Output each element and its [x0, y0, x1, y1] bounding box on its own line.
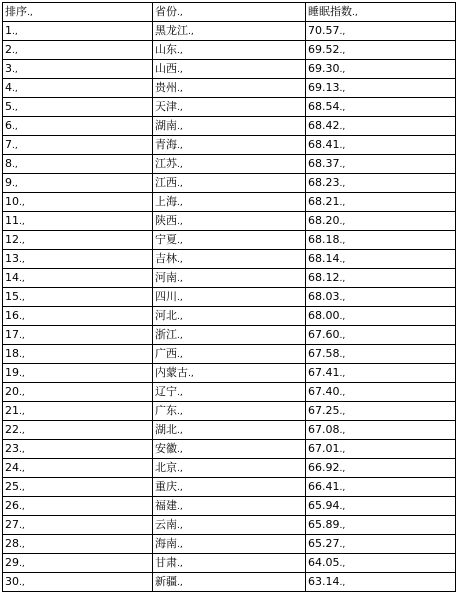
- index-cell: 68.41.,: [306, 136, 456, 155]
- province-cell-text: 福建: [155, 499, 177, 512]
- index-cell-text: 65.27: [308, 537, 340, 550]
- province-cell: 湖南.,: [153, 117, 306, 136]
- table-row: [3, 402, 456, 421]
- index-cell: 67.08.,: [306, 421, 456, 440]
- index-cell-text: 67.60: [308, 328, 340, 341]
- province-cell: 云南.,: [153, 516, 306, 535]
- province-cell-text: 安徽: [155, 442, 177, 455]
- index-cell: 67.25.,: [306, 402, 456, 421]
- province-cell: 河北.,: [153, 307, 306, 326]
- province-cell-text: 重庆: [155, 480, 177, 493]
- index-cell: 68.20.,: [306, 212, 456, 231]
- province-cell: 陕西.,: [153, 212, 306, 231]
- index-cell: 66.41.,: [306, 478, 456, 497]
- province-cell-text: 辽宁: [155, 385, 177, 398]
- rank-cell-text: 27: [5, 518, 19, 531]
- province-cell: 青海.,: [153, 136, 306, 155]
- table-row: [3, 516, 456, 535]
- province-cell: 天津.,: [153, 98, 306, 117]
- table-row: [3, 573, 456, 592]
- rank-cell: 6.,: [3, 117, 153, 136]
- header-cell-index: 睡眠指数.,: [306, 3, 456, 22]
- rank-cell-text: 26: [5, 499, 19, 512]
- rank-cell: 27.,: [3, 516, 153, 535]
- index-cell-text: 68.03: [308, 290, 340, 303]
- rank-cell: 17.,: [3, 326, 153, 345]
- rank-cell-text: 22: [5, 423, 19, 436]
- province-cell-text: 吉林: [155, 252, 177, 265]
- province-cell-text: 浙江: [155, 328, 177, 341]
- index-cell-text: 68.41: [308, 138, 340, 151]
- rank-cell-text: 21: [5, 404, 19, 417]
- index-cell-text: 65.94: [308, 499, 340, 512]
- index-cell-text: 68.12: [308, 271, 340, 284]
- province-cell: 新疆.,: [153, 573, 306, 592]
- rank-cell-text: 6: [5, 119, 12, 132]
- index-cell: 64.05.,: [306, 554, 456, 573]
- rank-cell: 29.,: [3, 554, 153, 573]
- rank-cell-text: 5: [5, 100, 12, 113]
- rank-cell: 13.,: [3, 250, 153, 269]
- rank-cell-text: 29: [5, 556, 19, 569]
- province-cell: 吉林.,: [153, 250, 306, 269]
- index-cell-text: 68.54: [308, 100, 340, 113]
- province-cell: 广西.,: [153, 345, 306, 364]
- province-cell-text: 湖南: [155, 119, 177, 132]
- table-row: [3, 174, 456, 193]
- index-cell: 68.54.,: [306, 98, 456, 117]
- rank-cell-text: 4: [5, 81, 12, 94]
- index-cell: 67.01.,: [306, 440, 456, 459]
- table-row: [3, 440, 456, 459]
- table-row: [3, 307, 456, 326]
- index-cell: 68.00.,: [306, 307, 456, 326]
- header-cell-rank: 排序.,: [3, 3, 153, 22]
- index-cell-text: 70.57: [308, 24, 340, 37]
- rank-cell-text: 24: [5, 461, 19, 474]
- province-cell-text: 四川: [155, 290, 177, 303]
- index-cell: 69.30.,: [306, 60, 456, 79]
- province-cell: 黑龙江.,: [153, 22, 306, 41]
- rank-cell: 12.,: [3, 231, 153, 250]
- rank-cell-text: 9: [5, 176, 12, 189]
- province-cell-text: 黑龙江: [155, 24, 188, 37]
- province-cell: 湖北.,: [153, 421, 306, 440]
- table-row: [3, 345, 456, 364]
- rank-cell: 26.,: [3, 497, 153, 516]
- rank-cell-text: 2: [5, 43, 12, 56]
- index-cell: 68.37.,: [306, 155, 456, 174]
- index-cell-text: 67.58: [308, 347, 340, 360]
- index-cell: 63.14.,: [306, 573, 456, 592]
- index-cell-text: 63.14: [308, 575, 340, 588]
- index-cell-text: 69.52: [308, 43, 340, 56]
- index-cell-text: 64.05: [308, 556, 340, 569]
- index-cell-text: 67.01: [308, 442, 340, 455]
- index-cell-text: 68.20: [308, 214, 340, 227]
- rank-cell: 24.,: [3, 459, 153, 478]
- rank-cell: 22.,: [3, 421, 153, 440]
- index-cell-text: 67.08: [308, 423, 340, 436]
- rank-cell: 19.,: [3, 364, 153, 383]
- province-cell-text: 海南: [155, 537, 177, 550]
- index-cell-text: 67.40: [308, 385, 340, 398]
- table-row: [3, 459, 456, 478]
- province-cell-text: 内蒙古: [155, 366, 188, 379]
- rank-cell: 9.,: [3, 174, 153, 193]
- rank-cell: 14.,: [3, 269, 153, 288]
- province-cell: 广东.,: [153, 402, 306, 421]
- index-cell-text: 69.30: [308, 62, 340, 75]
- index-cell: 67.60.,: [306, 326, 456, 345]
- province-cell: 宁夏.,: [153, 231, 306, 250]
- province-cell: 安徽.,: [153, 440, 306, 459]
- table-body: [3, 3, 456, 592]
- rank-cell-text: 19: [5, 366, 19, 379]
- rank-cell-text: 18: [5, 347, 19, 360]
- rank-cell: 1.,: [3, 22, 153, 41]
- province-cell: 江西.,: [153, 174, 306, 193]
- province-cell-text: 河南: [155, 271, 177, 284]
- index-cell-text: 67.41: [308, 366, 340, 379]
- province-cell-text: 云南: [155, 518, 177, 531]
- province-cell: 河南.,: [153, 269, 306, 288]
- rank-cell-text: 3: [5, 62, 12, 75]
- province-cell-text: 陕西: [155, 214, 177, 227]
- table-row: [3, 41, 456, 60]
- index-cell: 66.92.,: [306, 459, 456, 478]
- rank-cell-text: 16: [5, 309, 19, 322]
- province-cell-text: 宁夏: [155, 233, 177, 246]
- rank-cell: 11.,: [3, 212, 153, 231]
- rank-cell-text: 11: [5, 214, 19, 227]
- sleep-index-table: [2, 2, 456, 592]
- table-row: [3, 288, 456, 307]
- index-cell: 67.58.,: [306, 345, 456, 364]
- rank-cell-text: 7: [5, 138, 12, 151]
- province-cell-text: 贵州: [155, 81, 177, 94]
- table-row: [3, 136, 456, 155]
- rank-cell-text: 13: [5, 252, 19, 265]
- table-row: [3, 22, 456, 41]
- rank-cell: 2.,: [3, 41, 153, 60]
- table-row: [3, 535, 456, 554]
- index-cell-text: 68.21: [308, 195, 340, 208]
- province-cell: 江苏.,: [153, 155, 306, 174]
- table-row: [3, 383, 456, 402]
- rank-cell: 15.,: [3, 288, 153, 307]
- province-cell: 贵州.,: [153, 79, 306, 98]
- table-row: [3, 212, 456, 231]
- rank-cell: 28.,: [3, 535, 153, 554]
- index-cell: 65.94.,: [306, 497, 456, 516]
- index-cell: 68.14.,: [306, 250, 456, 269]
- index-cell-text: 68.18: [308, 233, 340, 246]
- index-cell: 68.12.,: [306, 269, 456, 288]
- province-cell-text: 广西: [155, 347, 177, 360]
- province-cell-text: 山东: [155, 43, 177, 56]
- province-cell-text: 江苏: [155, 157, 177, 170]
- table-row: [3, 117, 456, 136]
- table-row: [3, 98, 456, 117]
- table-row: [3, 269, 456, 288]
- province-cell: 内蒙古.,: [153, 364, 306, 383]
- province-cell-text: 河北: [155, 309, 177, 322]
- table-row: [3, 326, 456, 345]
- province-cell: 重庆.,: [153, 478, 306, 497]
- index-cell: 68.42.,: [306, 117, 456, 136]
- index-cell-text: 66.41: [308, 480, 340, 493]
- header-rank-label: 排序: [5, 5, 27, 18]
- table-row: [3, 155, 456, 174]
- rank-cell-text: 20: [5, 385, 19, 398]
- index-cell: 69.13.,: [306, 79, 456, 98]
- province-cell-text: 甘肃: [155, 556, 177, 569]
- table-row: [3, 497, 456, 516]
- rank-cell: 20.,: [3, 383, 153, 402]
- table-header-row: [3, 3, 456, 22]
- rank-cell-text: 25: [5, 480, 19, 493]
- index-cell-text: 69.13: [308, 81, 340, 94]
- index-cell: 70.57.,: [306, 22, 456, 41]
- province-cell: 四川.,: [153, 288, 306, 307]
- province-cell: 上海.,: [153, 193, 306, 212]
- rank-cell-text: 12: [5, 233, 19, 246]
- index-cell: 67.40.,: [306, 383, 456, 402]
- province-cell-text: 广东: [155, 404, 177, 417]
- province-cell-text: 江西: [155, 176, 177, 189]
- rank-cell-text: 23: [5, 442, 19, 455]
- province-cell: 山东.,: [153, 41, 306, 60]
- rank-cell-text: 28: [5, 537, 19, 550]
- rank-cell-text: 14: [5, 271, 19, 284]
- header-province-label: 省份: [155, 5, 177, 18]
- rank-cell: 16.,: [3, 307, 153, 326]
- index-cell-text: 68.42: [308, 119, 340, 132]
- rank-cell: 3.,: [3, 60, 153, 79]
- index-cell: 67.41.,: [306, 364, 456, 383]
- rank-cell: 23.,: [3, 440, 153, 459]
- rank-cell: 25.,: [3, 478, 153, 497]
- table-row: [3, 421, 456, 440]
- province-cell-text: 天津: [155, 100, 177, 113]
- rank-cell-text: 30: [5, 575, 19, 588]
- table-row: [3, 250, 456, 269]
- table-row: [3, 193, 456, 212]
- index-cell: 68.23.,: [306, 174, 456, 193]
- index-cell-text: 68.14: [308, 252, 340, 265]
- table-row: [3, 364, 456, 383]
- province-cell-text: 湖北: [155, 423, 177, 436]
- rank-cell: 7.,: [3, 136, 153, 155]
- index-cell-text: 65.89: [308, 518, 340, 531]
- rank-cell-text: 8: [5, 157, 12, 170]
- rank-cell: 8.,: [3, 155, 153, 174]
- rank-cell-text: 1: [5, 24, 12, 37]
- rank-cell-text: 15: [5, 290, 19, 303]
- index-cell-text: 68.00: [308, 309, 340, 322]
- index-cell-text: 68.37: [308, 157, 340, 170]
- header-cell-province: 省份.,: [153, 3, 306, 22]
- province-cell-text: 青海: [155, 138, 177, 151]
- province-cell: 山西.,: [153, 60, 306, 79]
- rank-cell-text: 10: [5, 195, 19, 208]
- province-cell-text: 上海: [155, 195, 177, 208]
- table-row: [3, 79, 456, 98]
- province-cell: 福建.,: [153, 497, 306, 516]
- province-cell: 甘肃.,: [153, 554, 306, 573]
- index-cell: 65.27.,: [306, 535, 456, 554]
- table-row: [3, 554, 456, 573]
- table-row: [3, 478, 456, 497]
- index-cell-text: 67.25: [308, 404, 340, 417]
- rank-cell: 21.,: [3, 402, 153, 421]
- index-cell: 68.18.,: [306, 231, 456, 250]
- rank-cell: 5.,: [3, 98, 153, 117]
- table-row: [3, 231, 456, 250]
- rank-cell-text: 17: [5, 328, 19, 341]
- province-cell: 北京.,: [153, 459, 306, 478]
- index-cell: 65.89.,: [306, 516, 456, 535]
- rank-cell: 30.,: [3, 573, 153, 592]
- province-cell-text: 新疆: [155, 575, 177, 588]
- province-cell: 海南.,: [153, 535, 306, 554]
- index-cell-text: 66.92: [308, 461, 340, 474]
- index-cell: 68.03.,: [306, 288, 456, 307]
- province-cell-text: 北京: [155, 461, 177, 474]
- province-cell: 辽宁.,: [153, 383, 306, 402]
- index-cell: 68.21.,: [306, 193, 456, 212]
- table-row: [3, 60, 456, 79]
- header-index-label: 睡眠指数: [308, 5, 352, 18]
- rank-cell: 18.,: [3, 345, 153, 364]
- rank-cell: 4.,: [3, 79, 153, 98]
- province-cell-text: 山西: [155, 62, 177, 75]
- index-cell-text: 68.23: [308, 176, 340, 189]
- index-cell: 69.52.,: [306, 41, 456, 60]
- province-cell: 浙江.,: [153, 326, 306, 345]
- rank-cell: 10.,: [3, 193, 153, 212]
